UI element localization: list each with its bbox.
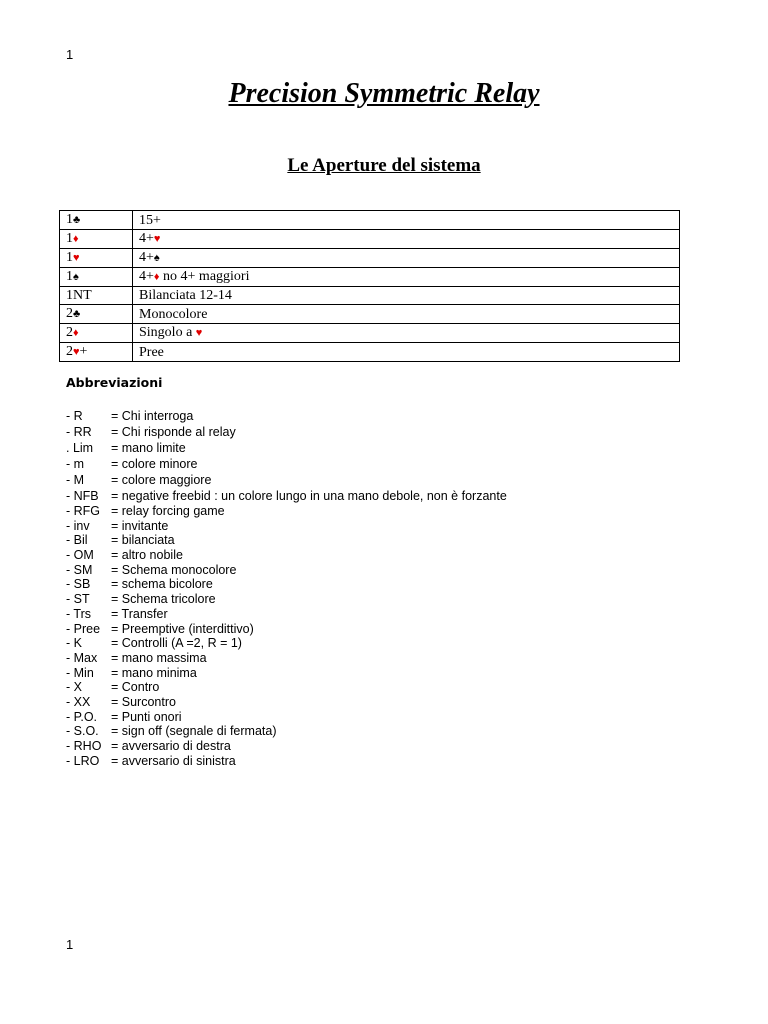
list-item [66, 636, 706, 651]
abbreviation-term: - S.O. [66, 724, 99, 739]
description-text: Singolo a [139, 325, 196, 340]
table-row [60, 211, 680, 230]
abbreviation-term: - SB [66, 577, 91, 592]
description-text: Pree [139, 344, 164, 360]
suit-icon: ♣ [73, 308, 81, 320]
table-row [60, 268, 680, 287]
openings-table [59, 210, 680, 362]
list-item [66, 577, 706, 592]
abbreviation-term: - LRO [66, 753, 100, 768]
list-item [66, 408, 706, 424]
abbreviation-definition: = schema bicolore [111, 577, 213, 592]
description-text: Monocolore [139, 306, 208, 322]
abbreviation-term: - K [66, 636, 82, 651]
opening-bid [60, 268, 133, 287]
table-row [60, 230, 680, 249]
table-row [60, 287, 680, 305]
abbreviation-definition: = Controlli (A =2, R = 1) [111, 636, 242, 651]
abbreviation-term: - Pree [66, 621, 101, 636]
abbreviation-term: - M [66, 473, 85, 487]
bid-level: 1NT [66, 288, 92, 303]
suit-icon: ♣ [73, 214, 81, 226]
abbreviation-definition: = invitante [111, 518, 169, 533]
opening-bid [60, 343, 133, 362]
suit-icon: ♥ [153, 233, 161, 245]
list-item [66, 680, 706, 695]
abbreviation-definition: = Schema tricolore [111, 592, 216, 607]
abbreviation-definition: = Preemptive (interdittivo) [111, 621, 254, 636]
list-item [66, 424, 706, 440]
abbreviation-definition: = mano massima [111, 650, 207, 665]
opening-bid [60, 305, 133, 324]
opening-description [133, 268, 680, 287]
suit-icon: ♦ [153, 271, 160, 283]
abbreviation-term: - R [66, 409, 83, 423]
opening-bid [60, 287, 133, 305]
abbreviation-definition: = mano limite [111, 441, 186, 455]
opening-description [133, 249, 680, 268]
abbreviation-definition: = sign off (segnale di fermata) [111, 724, 277, 739]
suit-icon: ♥ [195, 327, 203, 339]
abbreviation-definition: = mano minima [111, 665, 197, 680]
abbreviation-term: - Bil [66, 533, 88, 548]
abbreviation-term: - P.O. [66, 709, 98, 724]
description-text: 15+ [139, 212, 161, 228]
abbreviation-term: - OM [66, 548, 94, 563]
suit-icon: ♥ [73, 346, 80, 358]
suit-icon: ♥ [73, 252, 80, 264]
abbreviation-definition: = colore minore [111, 457, 198, 471]
abbreviation-definition: = Chi risponde al relay [111, 425, 236, 439]
page-number-top: 1 [66, 47, 74, 62]
list-item [66, 754, 706, 769]
abbreviations-list [66, 408, 706, 768]
abbreviation-definition: = Chi interroga [111, 409, 194, 423]
document-title: Precision Symmetric Relay [228, 78, 540, 109]
bid-level: 1 [66, 269, 73, 284]
bid-level: 1 [66, 212, 73, 227]
opening-bid [60, 211, 133, 230]
abbreviation-definition: = Surcontro [111, 694, 176, 709]
list-item [66, 563, 706, 578]
section-subtitle: Le Aperture del sistema [287, 155, 481, 176]
suit-icon: ♠ [153, 252, 160, 264]
abbreviation-definition: = Schema monocolore [111, 562, 237, 577]
bid-suffix: + [79, 344, 88, 359]
list-item [66, 504, 706, 519]
list-item [66, 548, 706, 563]
list-item [66, 472, 706, 488]
opening-description [133, 287, 680, 305]
table-row [60, 249, 680, 268]
list-item [66, 456, 706, 472]
bid-level: 1 [66, 231, 73, 246]
bid-level: 2 [66, 325, 73, 340]
opening-bid [60, 230, 133, 249]
description-text: 4+ [139, 250, 154, 265]
bid-level: 2 [66, 344, 73, 359]
abbreviation-definition: = negative freebid : un colore lungo in una mano debole, non è forzante [111, 489, 507, 503]
abbreviation-definition: = Punti onori [111, 709, 182, 724]
list-item [66, 739, 706, 754]
abbreviation-definition: = Transfer [111, 606, 168, 621]
list-item [66, 440, 706, 456]
abbreviation-term: - Trs [66, 606, 91, 621]
abbreviation-term: - m [66, 457, 85, 471]
abbreviation-term: - XX [66, 694, 91, 709]
abbreviation-term: . Lim [66, 441, 94, 455]
abbreviation-term: - X [66, 680, 82, 695]
abbreviation-term: - RFG [66, 504, 101, 518]
opening-description [133, 324, 680, 343]
abbreviation-term: - RHO [66, 739, 102, 753]
abbreviation-definition: = altro nobile [111, 548, 183, 563]
table-row [60, 305, 680, 324]
table-row [60, 343, 680, 362]
abbreviation-definition: = relay forcing game [111, 504, 225, 518]
abbreviation-term: - NFB [66, 489, 99, 503]
list-item [66, 651, 706, 666]
abbreviations-heading: Abbreviazioni [66, 375, 163, 390]
suit-icon: ♦ [73, 327, 79, 339]
opening-description [133, 211, 680, 230]
abbreviation-term: - SM [66, 562, 93, 577]
list-item [66, 622, 706, 637]
list-item [66, 724, 706, 739]
description-suffix: no 4+ maggiori [159, 269, 250, 284]
abbreviation-definition: = avversario di destra [111, 739, 231, 753]
abbreviation-term: - ST [66, 592, 90, 607]
abbreviation-definition: = colore maggiore [111, 473, 212, 487]
list-item [66, 519, 706, 534]
abbreviation-definition: = Contro [111, 680, 160, 695]
abbreviation-definition: = bilanciata [111, 533, 175, 548]
abbreviation-term: - Max [66, 650, 98, 665]
bid-level: 1 [66, 250, 73, 265]
opening-bid [60, 249, 133, 268]
description-text: 4+ [139, 231, 154, 246]
abbreviation-term: - Min [66, 665, 94, 680]
description-text: Bilanciata 12-14 [139, 288, 232, 303]
list-item [66, 592, 706, 607]
opening-description [133, 343, 680, 362]
suit-icon: ♦ [73, 233, 79, 245]
suit-icon: ♠ [73, 271, 79, 283]
list-item [66, 607, 706, 622]
list-item [66, 533, 706, 548]
list-item [66, 488, 706, 504]
opening-description [133, 305, 680, 324]
abbreviation-term: - inv [66, 518, 90, 533]
table-row [60, 324, 680, 343]
description-text: 4+ [139, 269, 154, 284]
list-item [66, 666, 706, 681]
abbreviation-term: - RR [66, 425, 92, 439]
page-number-bottom: 1 [66, 937, 74, 952]
bid-level: 2 [66, 306, 73, 321]
opening-description [133, 230, 680, 249]
list-item [66, 695, 706, 710]
abbreviation-definition: = avversario di sinistra [111, 753, 236, 768]
opening-bid [60, 324, 133, 343]
list-item [66, 710, 706, 725]
